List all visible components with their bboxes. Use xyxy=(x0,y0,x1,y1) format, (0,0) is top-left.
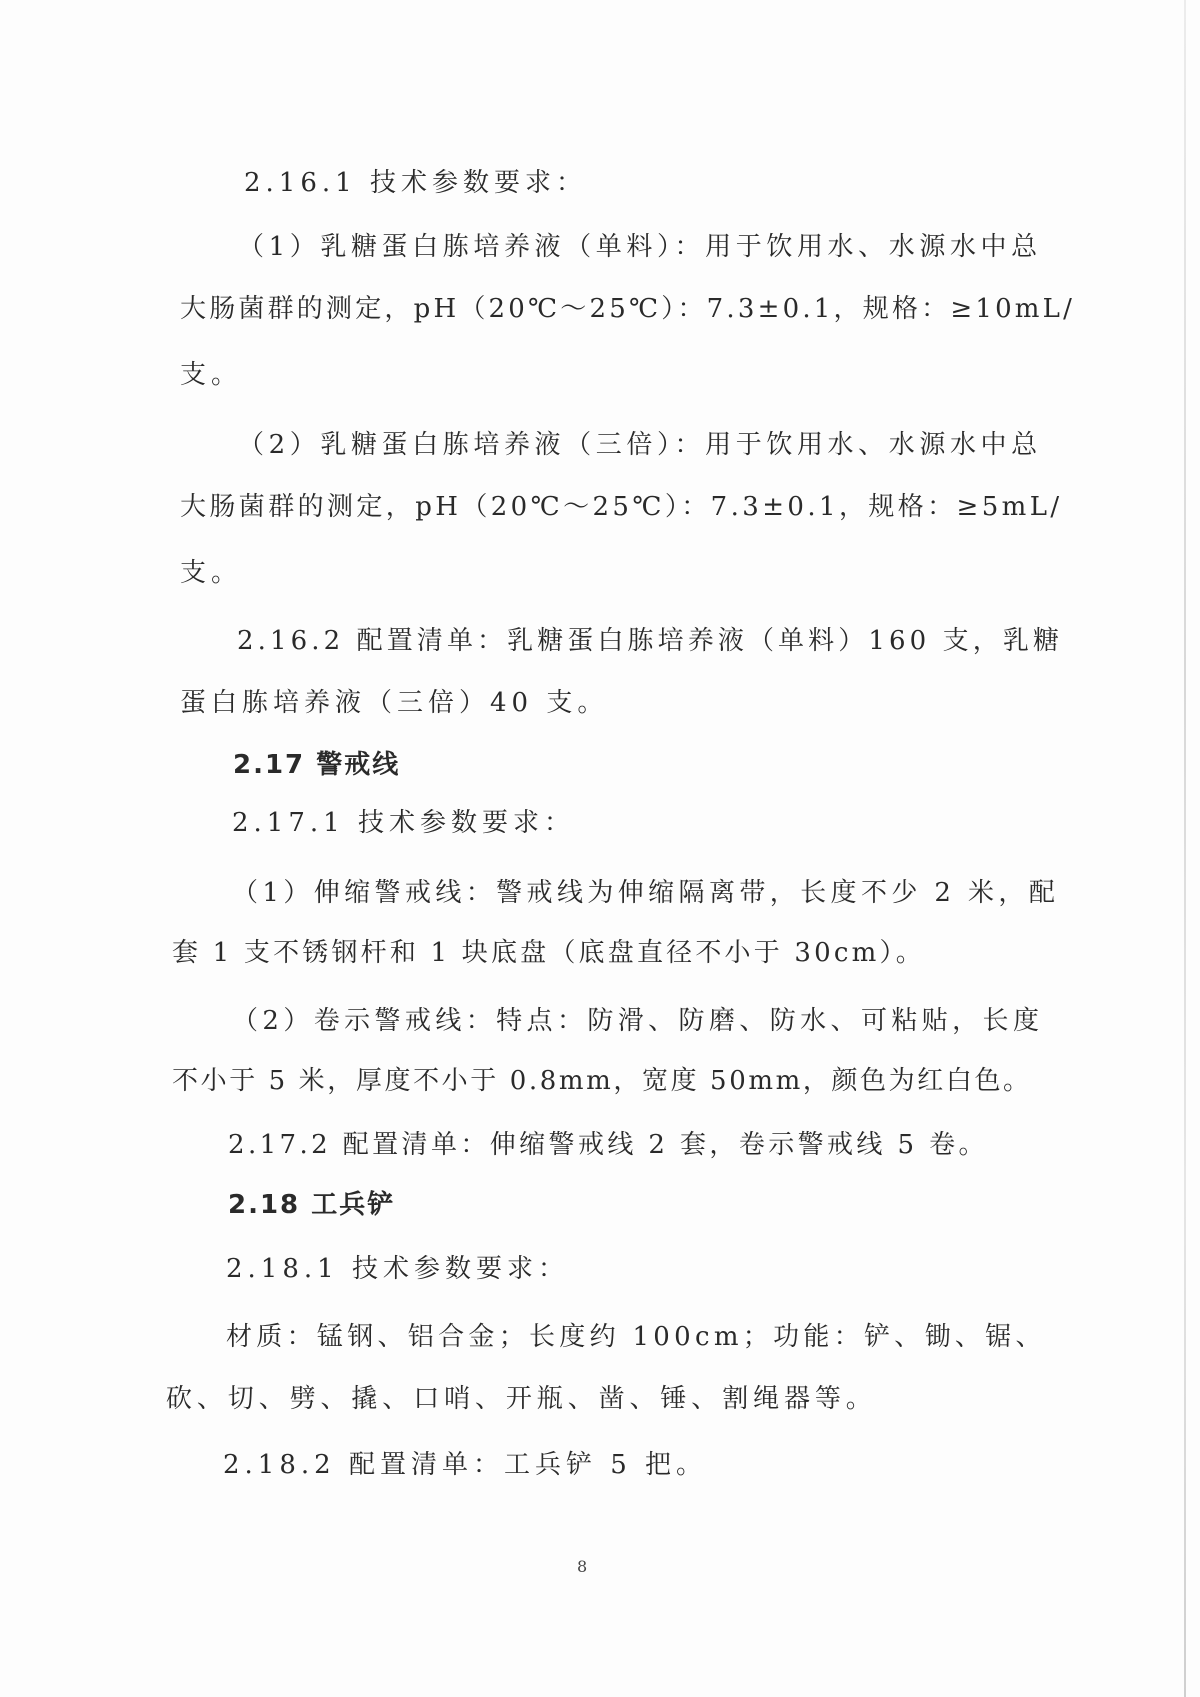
section-2-16-2-line-1: 2.16.2 配置清单：乳糖蛋白胨培养液（单料）160 支，乳糖 xyxy=(237,626,1064,656)
section-2-18-2-config: 2.18.2 配置清单：工兵铲 5 把。 xyxy=(223,1450,708,1480)
item-2-17-1-2-line-1: （2）卷示警戒线：特点：防滑、防磨、防水、可粘贴，长度 xyxy=(232,1006,1044,1036)
section-2-17-2-config: 2.17.2 配置清单：伸缩警戒线 2 套，卷示警戒线 5 卷。 xyxy=(228,1130,988,1160)
item-2-17-1-2-line-2: 不小于 5 米，厚度不小于 0.8mm，宽度 50mm，颜色为红白色。 xyxy=(172,1066,1032,1096)
page-number: 8 xyxy=(577,1557,588,1576)
item-2-16-1-2-line-3: 支。 xyxy=(180,558,243,588)
item-2-17-1-1-line-2: 套 1 支不锈钢杆和 1 块底盘（底盘直径不小于 30cm）。 xyxy=(172,938,925,968)
item-2-17-1-1-line-1: （1）伸缩警戒线：警戒线为伸缩隔离带，长度不少 2 米，配 xyxy=(232,878,1060,908)
item-2-18-1-spec-line-2: 砍、切、劈、撬、口哨、开瓶、凿、锤、割绳器等。 xyxy=(166,1384,877,1414)
section-2-17-title: 2.17 警戒线 xyxy=(233,750,401,780)
section-2-18-1-heading: 2.18.1 技术参数要求： xyxy=(226,1254,569,1284)
item-2-16-1-2-line-2: 大肠菌群的测定，pH（20℃～25℃）：7.3±0.1，规格：≥5mL/ xyxy=(180,492,1063,522)
section-2-16-1-heading: 2.16.1 技术参数要求： xyxy=(244,168,587,198)
scan-edge-shadow xyxy=(1184,0,1186,1697)
section-2-16-2-line-2: 蛋白胨培养液（三倍）40 支。 xyxy=(180,688,609,718)
item-2-18-1-spec-line-1: 材质：锰钢、铝合金；长度约 100cm；功能：铲、锄、锯、 xyxy=(226,1322,1046,1352)
section-2-18-title: 2.18 工兵铲 xyxy=(228,1190,396,1220)
item-2-16-1-1-line-1: （1）乳糖蛋白胨培养液（单料）：用于饮用水、水源水中总 xyxy=(238,232,1042,262)
item-2-16-1-1-line-2: 大肠菌群的测定，pH（20℃～25℃）：7.3±0.1，规格：≥10mL/ xyxy=(180,294,1076,324)
section-2-17-1-heading: 2.17.1 技术参数要求： xyxy=(232,808,575,838)
item-2-16-1-1-line-3: 支。 xyxy=(180,360,243,390)
item-2-16-1-2-line-1: （2）乳糖蛋白胨培养液（三倍）：用于饮用水、水源水中总 xyxy=(238,430,1042,460)
